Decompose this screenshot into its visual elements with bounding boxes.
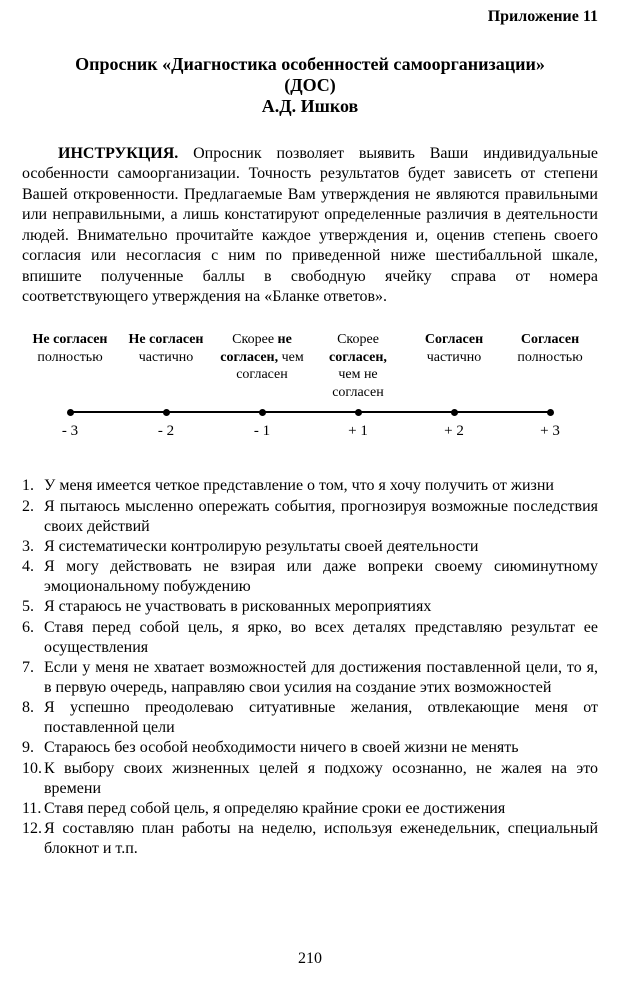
list-item	[22, 618, 598, 658]
item-number: 4.	[22, 558, 34, 576]
scale-label: частично	[426, 349, 482, 365]
item-number: 6.	[22, 618, 34, 636]
scale-label: Скорее не	[232, 332, 292, 348]
scale-label: частично	[138, 349, 194, 365]
scale-point-dot	[355, 409, 362, 416]
scale-axis-line	[68, 411, 552, 413]
list-item	[22, 799, 598, 819]
title-line1: Опросник «Диагностика особенностей самоорганизации»	[75, 54, 545, 74]
item-number: 5.	[22, 598, 34, 616]
scale-label: согласен,	[329, 349, 387, 365]
scale-value: + 2	[444, 423, 464, 440]
item-text: Ставя перед собой цель, я определяю крайние сроки ее достижения	[44, 799, 506, 817]
list-item	[22, 658, 598, 698]
item-number: 2.	[22, 497, 34, 515]
item-text: Я могу действовать не взирая или даже вопреки своему сиюминутному эмоциональному побуждению	[44, 558, 598, 596]
scale-label: чем не согласен	[332, 367, 384, 400]
scale-column-minus1	[214, 331, 310, 401]
scale-axis	[22, 403, 598, 421]
title-author: А.Д. Ишков	[261, 96, 359, 117]
scale-label: согласен, чем	[220, 349, 304, 365]
scale-value: + 1	[348, 423, 368, 440]
scale-column-plus2	[406, 331, 502, 401]
scale-label: Согласен	[520, 332, 580, 348]
scale-value: - 3	[61, 423, 79, 440]
item-number: 9.	[22, 739, 34, 757]
document-title	[22, 54, 598, 118]
item-number: 3.	[22, 537, 34, 555]
item-number: 8.	[22, 699, 34, 717]
scale-value: + 3	[540, 423, 560, 440]
item-number: 12.	[22, 820, 42, 838]
list-item	[22, 537, 598, 557]
rating-scale	[22, 331, 598, 440]
list-item	[22, 497, 598, 537]
scale-label: согласен	[236, 367, 288, 383]
scale-column-plus3	[502, 331, 598, 401]
item-text: К выбору своих жизненных целей я подхожу осознанно, не жалея на это времени	[44, 759, 598, 797]
instruction-text: Опросник позволяет выявить Ваши индивидуальные особенности самоорганизации. Точность результатов будет зависеть от степени Вашей откровенности. Предлагаемые Вам утверждения не являются правильными или неправильными, а лишь констатируют определенные различия в деятельности людей. Внимательно прочитайте каждое утверждения и, оценив степень своего согласия или несогласия с ним по приведенной ниже шестибалльной шкале, впишите полученные баллы в свободную ячейку справа от номера соответствующего утверждения на «Бланке ответов».	[22, 144, 598, 305]
scale-point-dot	[451, 409, 458, 416]
item-number: 7.	[22, 658, 34, 676]
item-text: Если у меня не хватает возможностей для достижения поставленной цели, то я, в первую очередь, направляю свои усилия на создание этих возможностей	[44, 658, 598, 697]
scale-column-plus1	[310, 331, 406, 401]
item-text: Ставя перед собой цель, я ярко, во всех деталях представляю результат ее осуществления	[44, 618, 598, 656]
item-text: Стараюсь без особой необходимости ничего в своей жизни не менять	[44, 739, 519, 757]
list-item	[22, 738, 598, 758]
scale-value: - 1	[253, 423, 271, 440]
appendix-header: Приложение 11	[487, 8, 598, 25]
item-text: Я составляю план работы на неделю, используя еженедельник, специальный блокнот и т.п.	[44, 820, 598, 858]
scale-label: Не согласен	[32, 332, 108, 348]
item-text: Я успешно преодолеваю ситуативные желания, отвлекающие меня от поставленной цели	[44, 699, 598, 737]
item-text: Я пытаюсь мысленно опережать события, прогнозируя возможные последствия своих действий	[44, 497, 598, 535]
item-text: Я систематически контролирую результаты своей деятельности	[44, 537, 479, 555]
page-number: 210	[298, 950, 322, 967]
question-list	[22, 476, 598, 859]
list-item	[22, 476, 598, 496]
list-item	[22, 698, 598, 738]
item-number: 1.	[22, 477, 34, 495]
scale-label: Не согласен	[128, 332, 204, 348]
scale-point-dot	[67, 409, 74, 416]
item-number: 10.	[22, 759, 42, 777]
scale-column-minus3	[22, 331, 118, 401]
title-line2: (ДОС)	[284, 75, 336, 96]
instruction-label: ИНСТРУКЦИЯ.	[58, 144, 179, 162]
scale-point-dot	[547, 409, 554, 416]
item-text: У меня имеется четкое представление о том, что я хочу получить от жизни	[44, 477, 554, 495]
scale-point-dot	[163, 409, 170, 416]
scale-label: Скорее	[337, 332, 379, 348]
scale-header-row	[22, 331, 598, 401]
scale-point-dot	[259, 409, 266, 416]
list-item	[22, 759, 598, 799]
scale-label: Согласен	[424, 332, 484, 348]
scale-label: полностью	[517, 349, 583, 365]
scale-column-minus2	[118, 331, 214, 401]
scale-value: - 2	[157, 423, 175, 440]
scale-values-row	[22, 423, 598, 440]
list-item	[22, 557, 598, 597]
list-item	[22, 597, 598, 617]
list-item	[22, 819, 598, 859]
instruction-paragraph	[22, 144, 598, 308]
item-number: 11.	[22, 799, 42, 817]
item-text: Я стараюсь не участвовать в рискованных мероприятиях	[44, 598, 432, 616]
scale-label: полностью	[37, 349, 103, 365]
